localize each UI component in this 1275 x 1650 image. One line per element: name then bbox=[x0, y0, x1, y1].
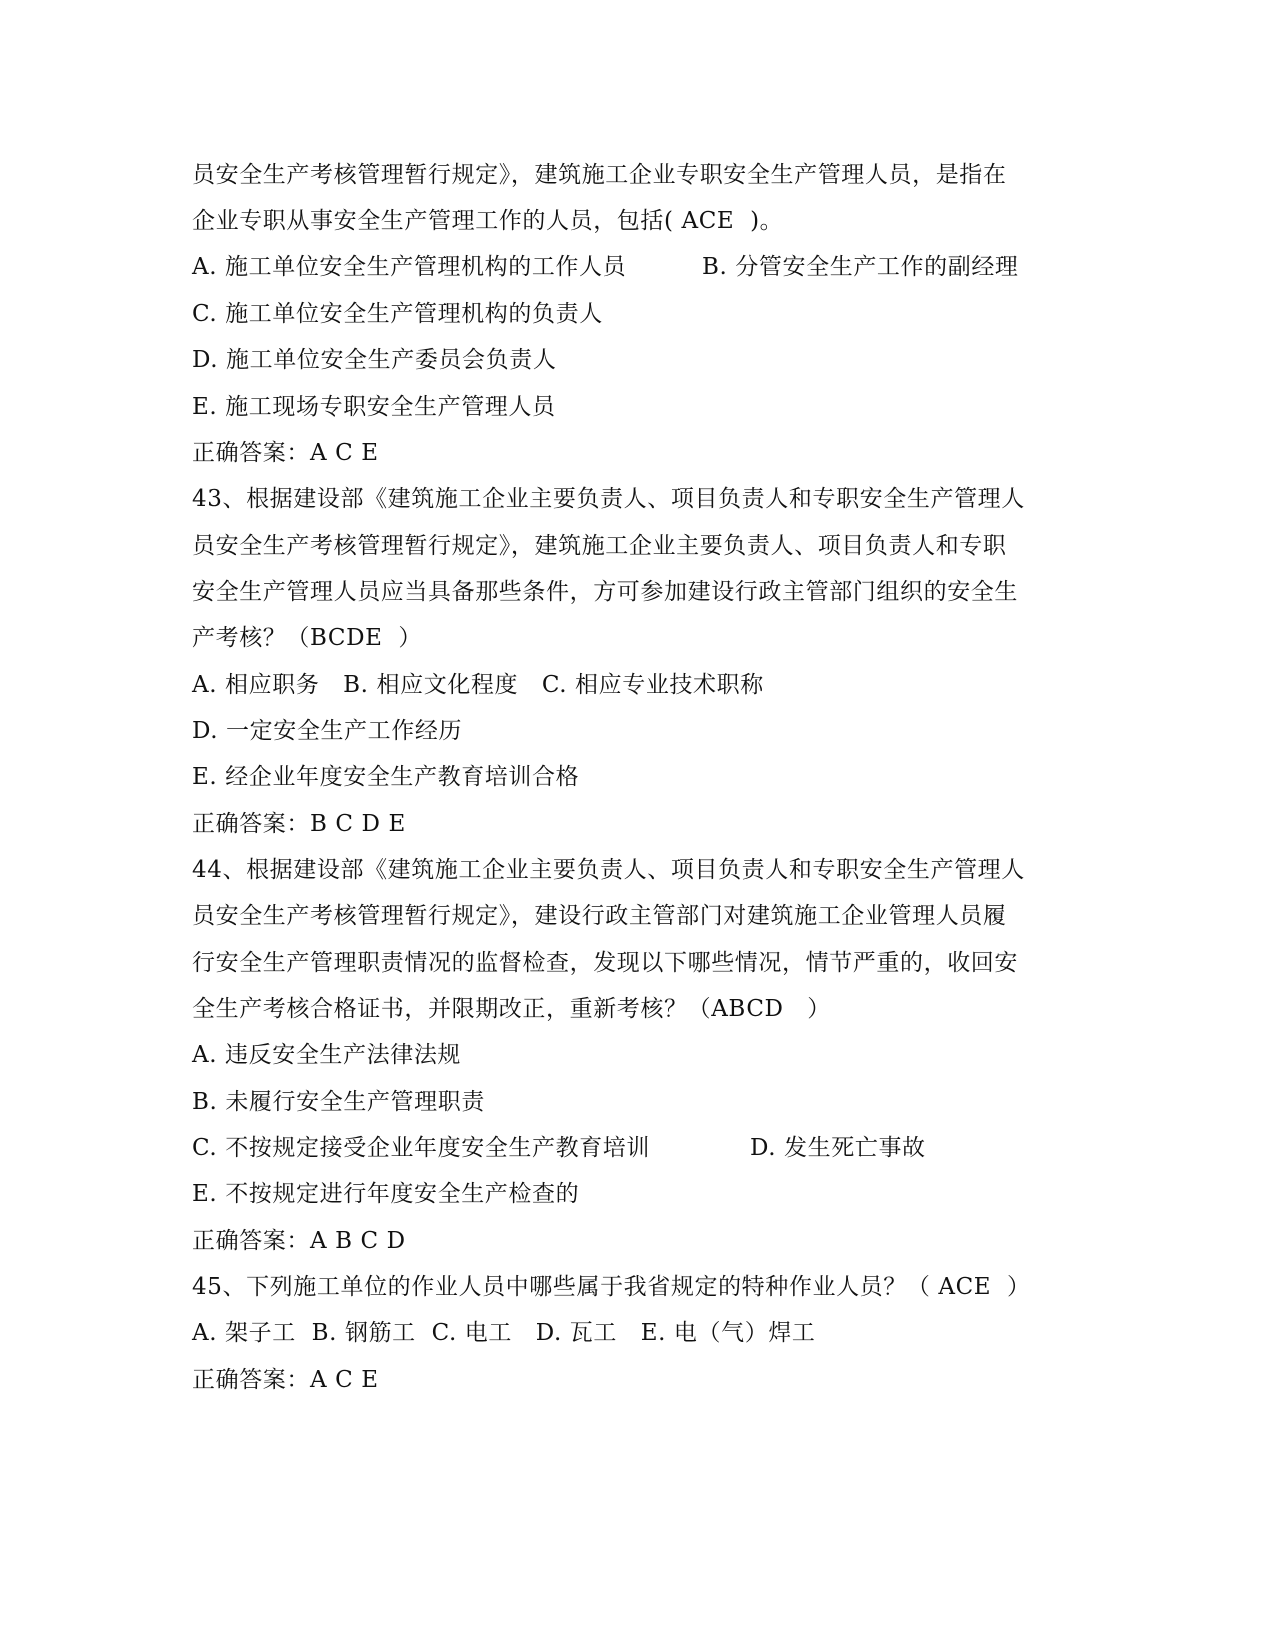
q42-option-d: D. 施工单位安全生产委员会负责人 bbox=[192, 347, 557, 373]
q42-option-b: B. 分管安全生产工作的副经理 bbox=[702, 254, 1019, 280]
q43-stem-line-3: 安全生产管理人员应当具备那些条件，方可参加建设行政主管部门组织的安全生 bbox=[192, 579, 1018, 605]
q44-option-e: E. 不按规定进行年度安全生产检查的 bbox=[192, 1181, 580, 1207]
q42-option-e: E. 施工现场专职安全生产管理人员 bbox=[192, 394, 556, 420]
q42-answer: 正确答案：A C E bbox=[192, 440, 379, 466]
q42-option-a: A. 施工单位安全生产管理机构的工作人员 bbox=[192, 254, 627, 280]
q43-option-d: D. 一定安全生产工作经历 bbox=[192, 718, 463, 744]
q42-stem-line-1: 员安全生产考核管理暂行规定》，建筑施工企业专职安全生产管理人员，是指在 bbox=[192, 162, 1007, 188]
q44-option-c: C. 不按规定接受企业年度安全生产教育培训 bbox=[192, 1135, 651, 1161]
q44-answer: 正确答案：A B C D bbox=[192, 1228, 406, 1254]
q44-stem-line-2: 员安全生产考核管理暂行规定》，建设行政主管部门对建筑施工企业管理人员履 bbox=[192, 903, 1007, 929]
q44-stem-line-4: 全生产考核合格证书，并限期改正，重新考核？（ABCD ） bbox=[192, 996, 831, 1022]
q42-stem-line-2: 企业专职从事安全生产管理工作的人员，包括( ACE )。 bbox=[192, 208, 784, 234]
q43-answer: 正确答案：B C D E bbox=[192, 811, 406, 837]
q43-options-abc: A. 相应职务 B. 相应文化程度 C. 相应专业技术职称 bbox=[192, 672, 764, 698]
q44-stem-line-1: 44、根据建设部《建筑施工企业主要负责人、项目负责人和专职安全生产管理人 bbox=[192, 857, 1025, 883]
q42-option-c: C. 施工单位安全生产管理机构的负责人 bbox=[192, 301, 603, 327]
q43-stem-line-2: 员安全生产考核管理暂行规定》，建筑施工企业主要负责人、项目负责人和专职 bbox=[192, 533, 1007, 559]
q44-option-b: B. 未履行安全生产管理职责 bbox=[192, 1089, 485, 1115]
q43-stem-line-1: 43、根据建设部《建筑施工企业主要负责人、项目负责人和专职安全生产管理人 bbox=[192, 486, 1025, 512]
q43-option-e: E. 经企业年度安全生产教育培训合格 bbox=[192, 764, 580, 790]
q45-answer: 正确答案：A C E bbox=[192, 1367, 379, 1393]
q43-stem-line-4: 产考核？（BCDE ） bbox=[192, 625, 422, 651]
q45-stem-line-1: 45、下列施工单位的作业人员中哪些属于我省规定的特种作业人员？（ ACE ） bbox=[192, 1274, 1031, 1300]
q44-stem-line-3: 行安全生产管理职责情况的监督检查，发现以下哪些情况，情节严重的，收回安 bbox=[192, 950, 1018, 976]
q44-option-d: D. 发生死亡事故 bbox=[750, 1135, 926, 1161]
q44-option-a: A. 违反安全生产法律法规 bbox=[192, 1042, 462, 1068]
q45-options: A. 架子工 B. 钢筋工 C. 电工 D. 瓦工 E. 电（气）焊工 bbox=[192, 1320, 816, 1346]
